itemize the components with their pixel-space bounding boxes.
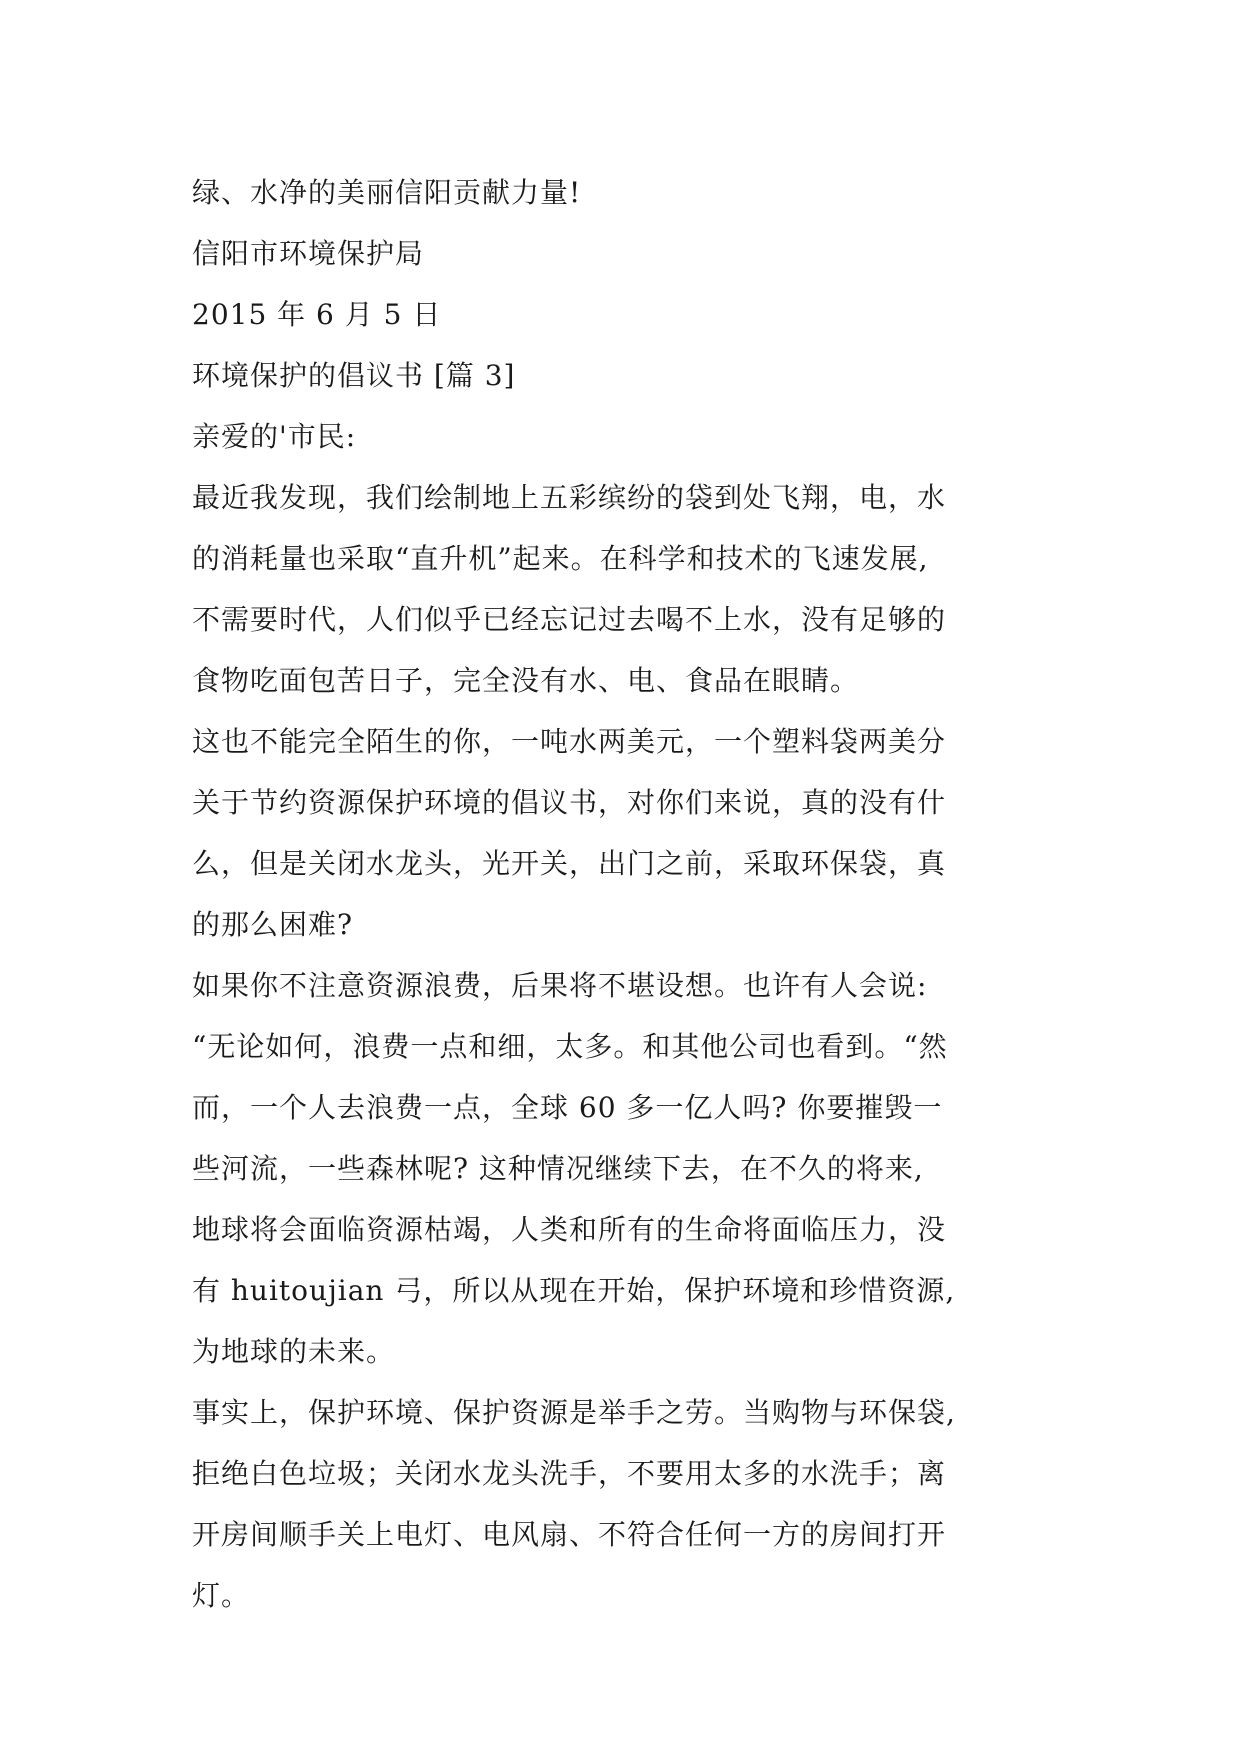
paragraph-line: 这也不能完全陌生的你，一吨水两美元，一个塑料袋两美分 <box>192 725 947 758</box>
paragraph-line: 而，一个人去浪费一点，全球 60 多一亿人吗? 你要摧毁一 <box>192 1091 943 1124</box>
paragraph-line: 开房间顺手关上电灯、电风扇、不符合任何一方的房间打开 <box>192 1518 947 1551</box>
paragraph-line: 有 huitoujian 弓，所以从现在开始，保护环境和珍惜资源, <box>192 1274 956 1307</box>
signature-date: 2015 年 6 月 5 日 <box>192 298 442 331</box>
paragraph-line: 如果你不注意资源浪费，后果将不堪设想。也许有人会说: <box>192 969 928 1002</box>
paragraph-line: 食物吃面包苦日子，完全没有水、电、食品在眼睛。 <box>192 664 860 697</box>
paragraph-line: 的那么困难? <box>192 908 354 941</box>
paragraph-line: 不需要时代，人们似乎已经忘记过去喝不上水，没有足够的 <box>192 603 947 636</box>
salutation: 亲爱的'市民: <box>192 420 357 453</box>
signature-organization: 信阳市环境保护局 <box>192 237 425 270</box>
section-title: 环境保护的倡议书 [篇 3] <box>192 359 516 392</box>
closing-line: 绿、水净的美丽信阳贡献力量! <box>192 176 582 209</box>
paragraph-line: 拒绝白色垃圾；关闭水龙头洗手，不要用太多的水洗手；离 <box>192 1457 947 1490</box>
paragraph-line: 灯。 <box>192 1579 251 1612</box>
paragraph-line: 的消耗量也采取“直升机”起来。在科学和技术的飞速发展, <box>192 542 929 575</box>
paragraph-line: 些河流，一些森林呢? 这种情况继续下去，在不久的将来, <box>192 1152 924 1185</box>
paragraph-line: 为地球的未来。 <box>192 1335 396 1368</box>
paragraph-line: 最近我发现，我们绘制地上五彩缤纷的袋到处飞翔，电，水 <box>192 481 947 514</box>
paragraph-line: 么，但是关闭水龙头，光开关，出门之前，采取环保袋，真 <box>192 847 947 880</box>
paragraph-line: 关于节约资源保护环境的倡议书，对你们来说，真的没有什 <box>192 786 947 819</box>
paragraph-line: 事实上，保护环境、保护资源是举手之劳。当购物与环保袋, <box>192 1396 956 1429</box>
paragraph-line: “无论如何，浪费一点和细，太多。和其他公司也看到。“然 <box>192 1030 948 1063</box>
document-body <box>192 162 1072 1626</box>
paragraph-line: 地球将会面临资源枯竭，人类和所有的生命将面临压力，没 <box>192 1213 947 1246</box>
